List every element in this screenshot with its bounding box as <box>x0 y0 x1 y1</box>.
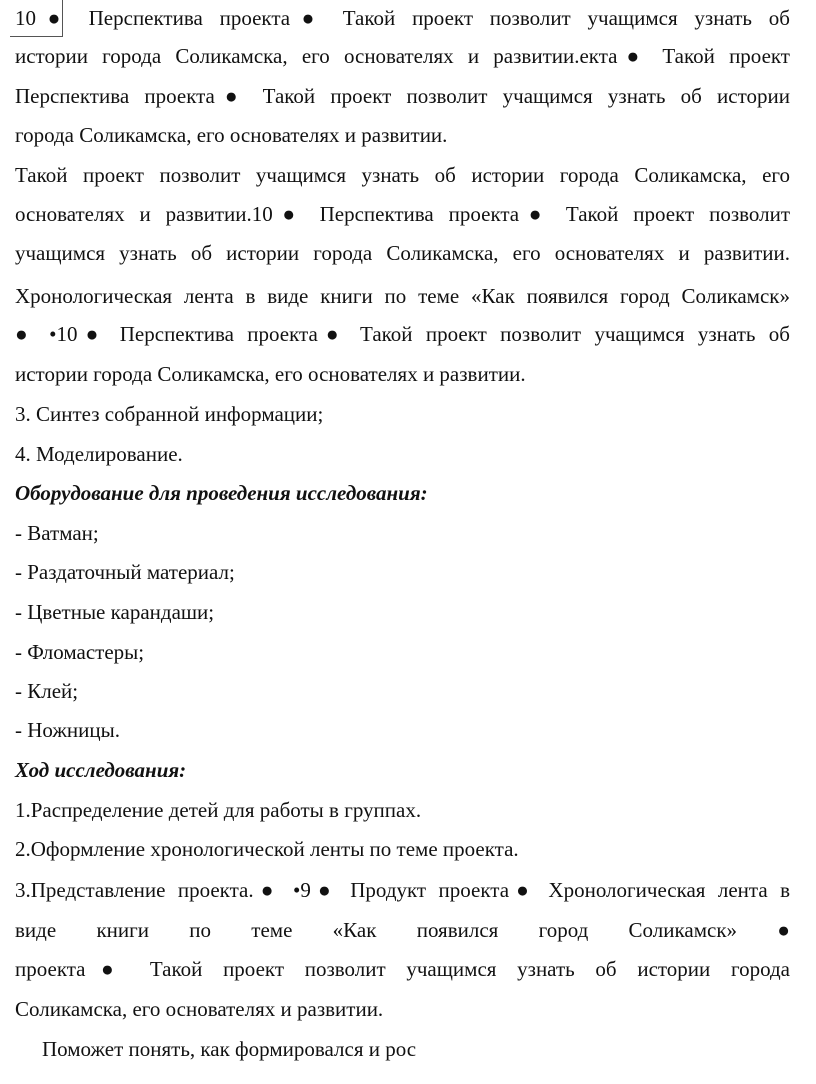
text-line-11: 3. Синтез собранной информации; <box>15 402 324 426</box>
procedure-step: 3.Представление проекта.● •9● Продукт проекта● Хронологическая лента в <box>15 878 790 902</box>
equipment-heading: Оборудование для проведения исследования: <box>15 481 428 505</box>
text-line-12: 4. Моделирование. <box>15 442 183 466</box>
text-line-26: Соликамска, его основателях и развитии. <box>15 997 384 1021</box>
text-line-24: виде книги по теме «Как появился город Соликамск» ● <box>15 918 790 942</box>
equipment-item: - Раздаточный материал; <box>15 560 235 584</box>
text-line-3: Перспектива проекта● Такой проект позволит учащимся узнать об истории <box>15 84 790 108</box>
text-line-9: ● •10● Перспектива проекта● Такой проект позволит учащимся узнать об <box>15 322 790 346</box>
procedure-step: 2.Оформление хронологической ленты по теме проекта. <box>15 837 519 861</box>
text-line-27: Поможет понять, как формировался и рос <box>42 1037 417 1061</box>
text-line-4: города Соликамска, его основателях и развитии. <box>15 123 448 147</box>
text-line-1: 10● Перспектива проекта● Такой проект позволит учащимся узнать об <box>15 6 790 30</box>
procedure-heading: Ход исследования: <box>15 758 187 782</box>
equipment-item: - Клей; <box>15 679 79 703</box>
text-line-2: истории города Соликамска, его основателях и развитии.екта● Такой проект <box>15 44 790 68</box>
text-line-8: Хронологическая лента в виде книги по теме «Как появился город Соликамск» <box>15 284 790 308</box>
equipment-item: - Ватман; <box>15 521 99 545</box>
equipment-item: - Фломастеры; <box>15 640 145 664</box>
text-line-6: основателях и развитии.10● Перспектива проекта● Такой проект позволит <box>15 202 790 226</box>
text-line-10: истории города Соликамска, его основателях и развитии. <box>15 362 526 386</box>
equipment-item: - Ножницы. <box>15 718 120 742</box>
text-line-5: Такой проект позволит учащимся узнать об истории города Соликамска, его <box>15 163 790 187</box>
text-line-25: проекта● Такой проект позволит учащимся узнать об истории города <box>15 957 790 981</box>
procedure-step: 1.Распределение детей для работы в группах. <box>15 798 422 822</box>
text-line-7: учащимся узнать об истории города Соликамска, его основателях и развитии. <box>15 241 790 265</box>
equipment-item: - Цветные карандаши; <box>15 600 215 624</box>
